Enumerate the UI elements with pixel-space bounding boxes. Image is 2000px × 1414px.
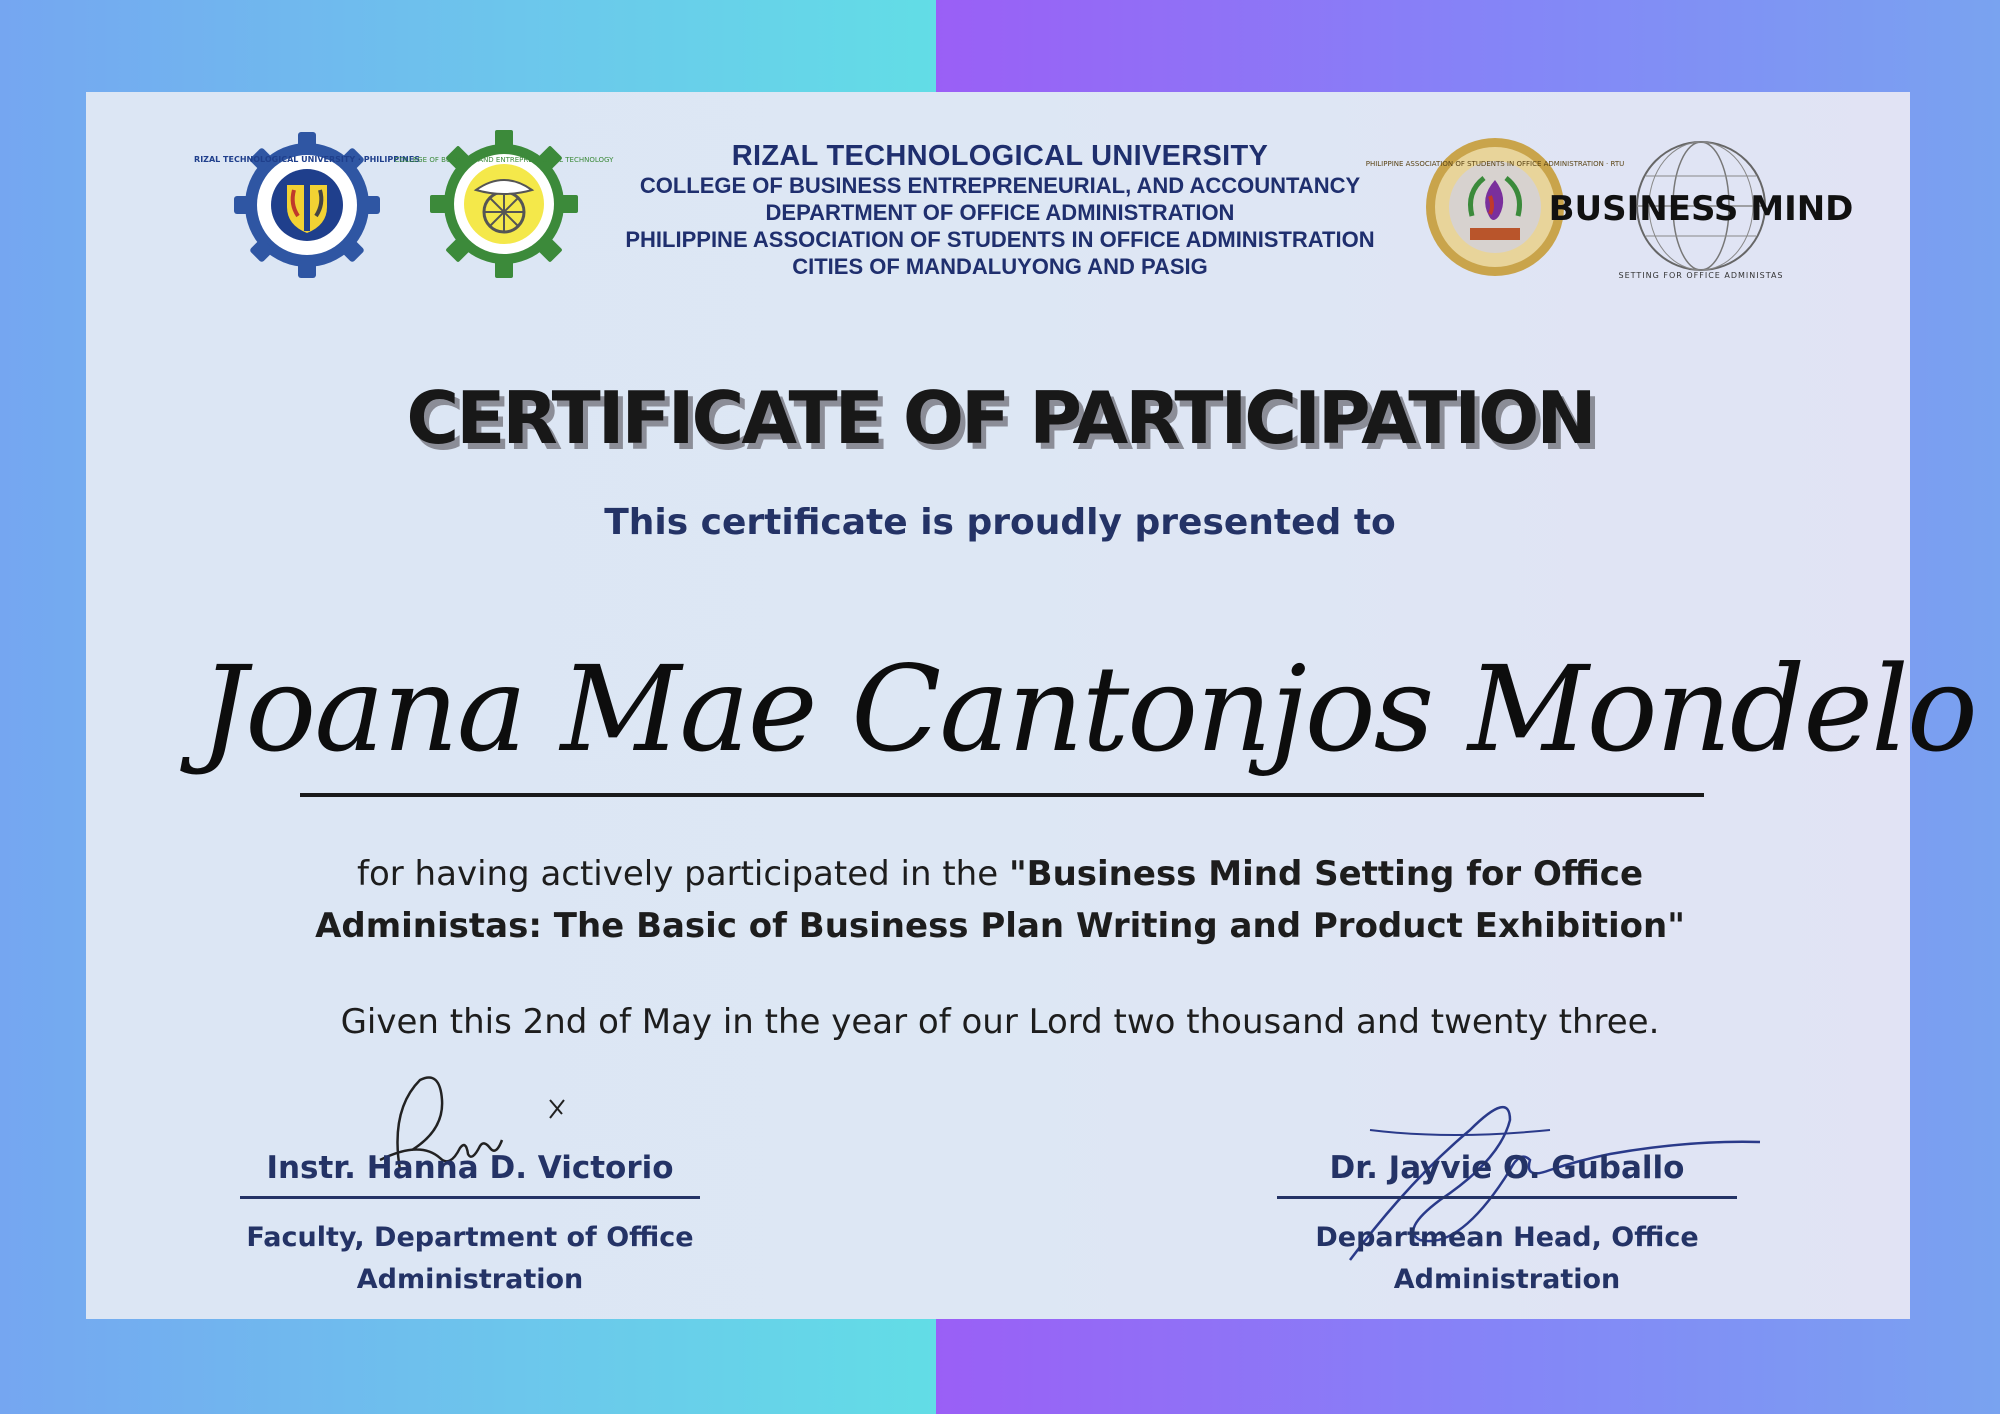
association-name: PHILIPPINE ASSOCIATION OF STUDENTS IN OFFICE ADMINISTRATION (625, 227, 1375, 252)
signatory-left-role: Faculty, Department of Office Administration (246, 1222, 694, 1295)
certificate-title: CERTIFICATE OF PARTICIPATION (406, 376, 1594, 460)
event-title: "Business Mind Setting for Office Administas: The Basic of Business Plan Writing and Product Exhibition" (315, 854, 1685, 946)
given-date-line: Given this 2nd of May in the year of our Lord two thousand and twenty three. (340, 1002, 1660, 1042)
signatory-left-rule (240, 1196, 700, 1199)
business-mind-text: BUSINESS MIND (1548, 189, 1854, 229)
university-name: RIZAL TECHNOLOGICAL UNIVERSITY (731, 140, 1269, 172)
college-name: COLLEGE OF BUSINESS ENTREPRENEURIAL, AND ACCOUNTANCY (639, 173, 1361, 198)
presented-to-line: This certificate is proudly presented to (604, 502, 1396, 543)
college-gear-icon (394, 128, 614, 280)
recipient-underline (300, 793, 1704, 797)
signatory-right-rule (1277, 1196, 1737, 1199)
signatory-left-name: Instr. Hanna D. Victorio (266, 1150, 674, 1186)
rtu-seal-text: RIZAL TECHNOLOGICAL UNIVERSITY · PHILIPPINES (194, 155, 420, 164)
pasoa-seal-text: PHILIPPINE ASSOCIATION OF STUDENTS IN OFFICE ADMINISTRATION · RTU (1365, 160, 1625, 168)
recipient-name: Joana Mae Cantonjos Mondelo (200, 640, 1976, 778)
business-mind-logo (1548, 132, 1854, 288)
business-mind-tagline: SETTING FOR OFFICE ADMINISTAS (1618, 271, 1784, 280)
participation-prefix: for having actively participated in the (357, 854, 1009, 894)
signatory-left (240, 1148, 700, 1301)
institution-header (560, 140, 1440, 280)
college-seal-text: COLLEGE OF BUSINESS AND ENTREPRENEURIAL TECHNOLOGY (394, 156, 614, 164)
department-name: DEPARTMENT OF OFFICE ADMINISTRATION (765, 200, 1235, 225)
pasoa-seal-icon (1365, 136, 1625, 278)
cities-line: CITIES OF MANDALUYONG AND PASIG (792, 254, 1208, 279)
signatory-right-name: Dr. Jayvie O. Guballo (1329, 1150, 1685, 1186)
rtu-seal-icon (194, 130, 420, 280)
signatory-right (1277, 1148, 1737, 1301)
signatory-right-role: Departmean Head, Office Administration (1315, 1222, 1699, 1295)
participation-statement (260, 848, 1740, 952)
